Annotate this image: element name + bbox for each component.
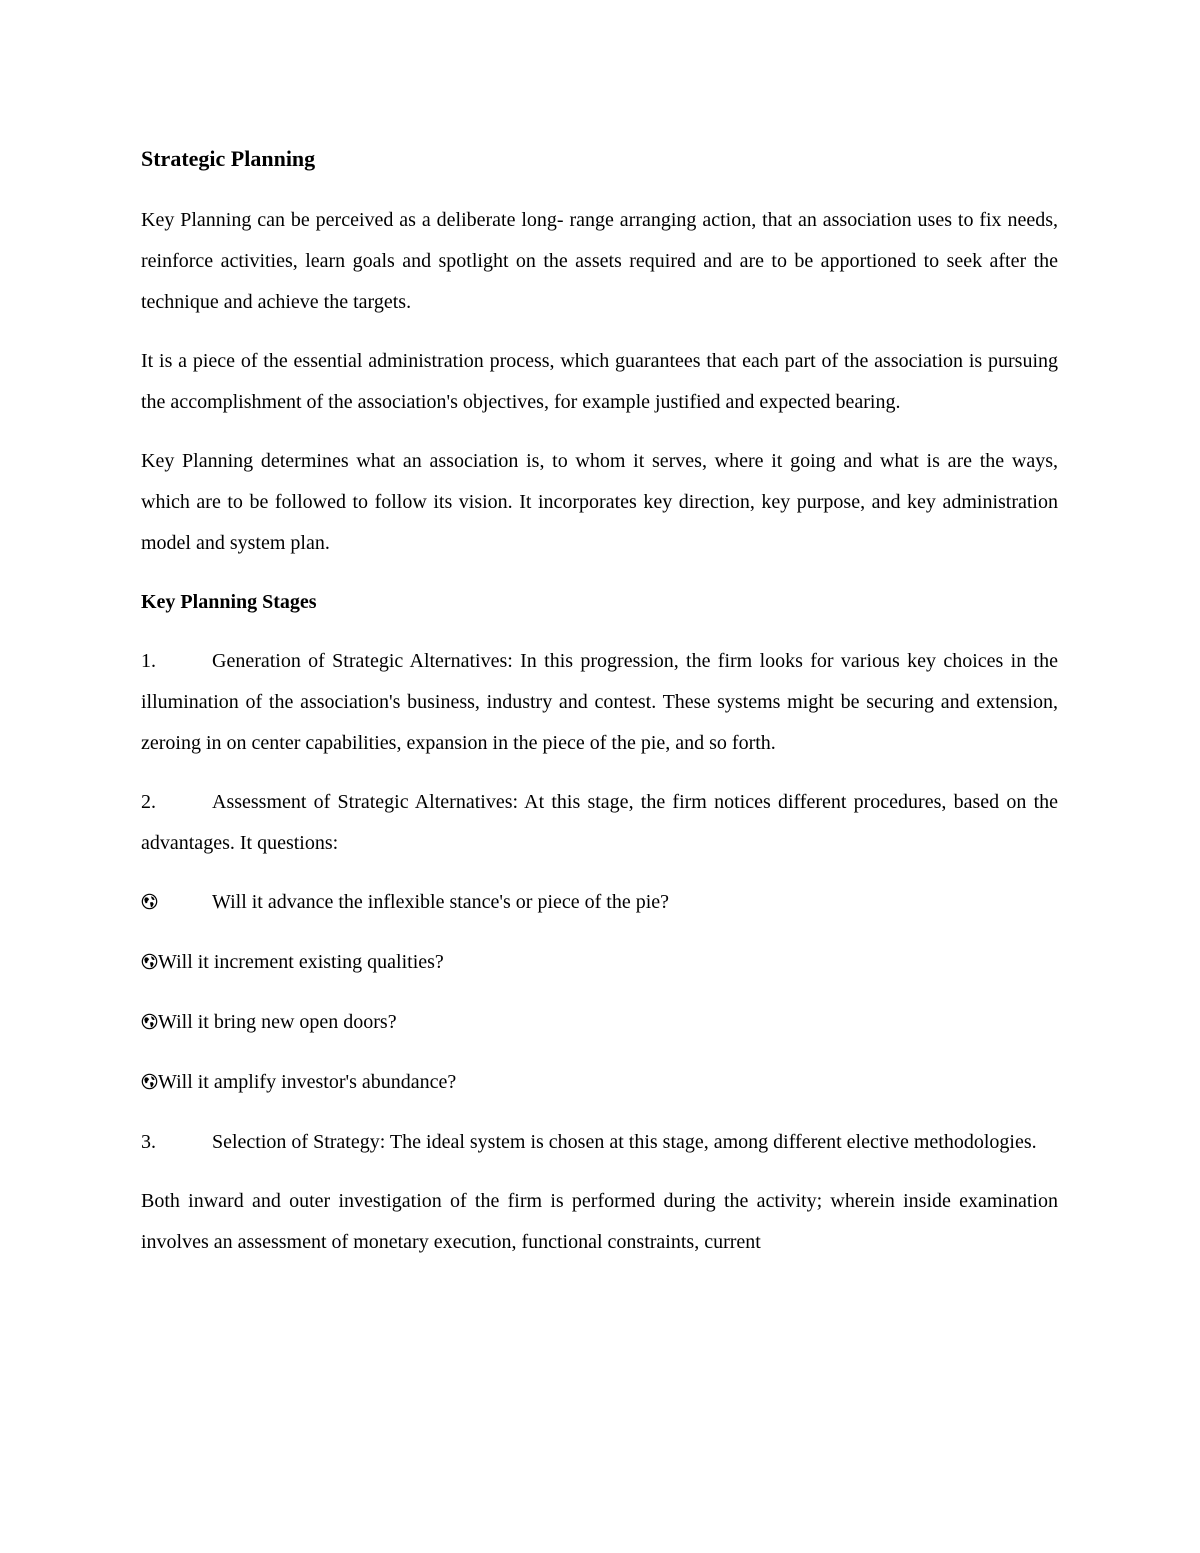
paragraph-definition: Key Planning can be perceived as a deliberate long- range arranging action, that an association uses to fix needs, reinforce activities, learn goals and spotlight on the assets required and are to be apportioned to seek after the technique and achieve the targets. bbox=[141, 209, 1058, 313]
globe-icon bbox=[141, 893, 158, 910]
question-item-3 bbox=[141, 1002, 1058, 1043]
question-text: Will it amplify investor's abundance? bbox=[158, 1071, 457, 1093]
paragraph-process: It is a piece of the essential administration process, which guarantees that each part of the association is pursuing the accomplishment of the association's objectives, for example justified and expected bearing. bbox=[141, 350, 1058, 413]
section-heading-stages: Key Planning Stages bbox=[141, 591, 317, 613]
stage-text: Selection of Strategy: The ideal system is chosen at this stage, among different elective methodologies. bbox=[212, 1131, 1037, 1153]
stage-text: Generation of Strategic Alternatives: In this progression, the firm looks for various key choices in the illumination of the association's business, industry and contest. These systems might be securing and extension, zeroing in on center capabilities, expansion in the piece of the pie, and so forth. bbox=[141, 650, 1058, 754]
stage-item-3 bbox=[141, 1122, 1058, 1163]
question-text: Will it advance the inflexible stance's or piece of the pie? bbox=[212, 891, 670, 913]
question-item-2 bbox=[141, 942, 1058, 983]
stage-number: 1. bbox=[141, 650, 156, 672]
document-page bbox=[141, 140, 1058, 1263]
stage-number: 2. bbox=[141, 791, 156, 813]
paragraph-investigation: Both inward and outer investigation of the firm is performed during the activity; wherein inside examination involves an assessment of monetary execution, functional constraints, current bbox=[141, 1190, 1058, 1253]
stage-number: 3. bbox=[141, 1131, 156, 1153]
document-title: Strategic Planning bbox=[141, 146, 316, 171]
globe-icon bbox=[141, 953, 158, 970]
globe-icon bbox=[141, 1013, 158, 1030]
stage-text: Assessment of Strategic Alternatives: At this stage, the firm notices different procedures, based on the advantages. It questions: bbox=[141, 791, 1058, 854]
question-text: Will it increment existing qualities? bbox=[158, 951, 444, 973]
question-item-1 bbox=[141, 882, 1058, 923]
question-item-4 bbox=[141, 1062, 1058, 1103]
question-text: Will it bring new open doors? bbox=[158, 1011, 397, 1033]
stage-item-2 bbox=[141, 782, 1058, 864]
stage-item-1 bbox=[141, 641, 1058, 764]
paragraph-determines: Key Planning determines what an association is, to whom it serves, where it going and what is are the ways, which are to be followed to follow its vision. It incorporates key direction, key purpose, and key administration model and system plan. bbox=[141, 450, 1058, 554]
globe-icon bbox=[141, 1073, 158, 1090]
